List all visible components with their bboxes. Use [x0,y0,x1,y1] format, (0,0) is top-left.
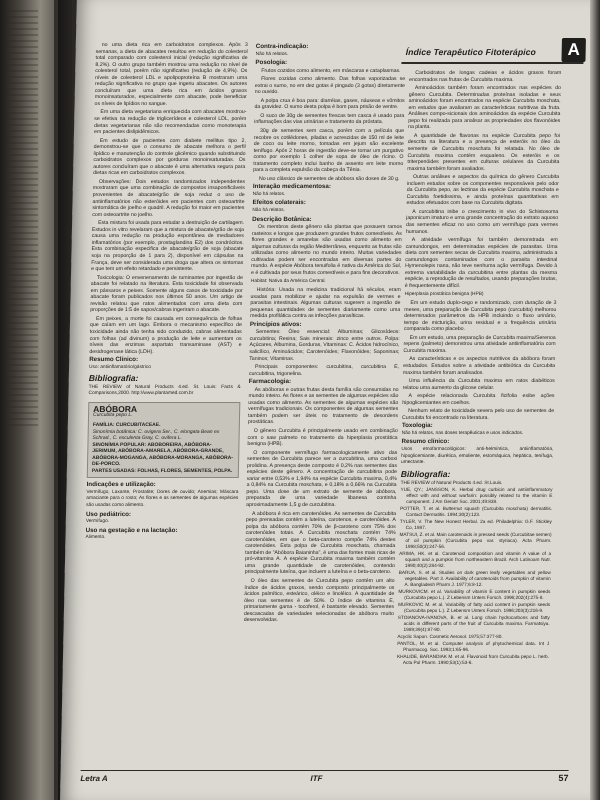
paragraph: Aminoácidos também foram encontrados nas espécies do gênero Curcubita. Determinadas proteínas isoladas e seus aminoácidos foram encontrados na espécie Curcubita moschata, em estudos que avaliaram as características nutritivas da fruta. Análises compo-sicionais dos aminoácidos da espécie Curcubita pepo foi realizada para analisar as propriedades dos flavonóides na planta. [408,85,561,131]
paragraph: A polpa crua é boa para: diarréias, gases, náuseas e vômitos da gravidez. O sumo desta polpa é bom para prisão de ventre. [254,97,405,111]
section-text: Não há relatos. [252,191,286,197]
facing-page [0,0,58,800]
paragraph: A curcubitina inibe o crescimento in vivo do Schistosoma japonicum imaturo e uma grande concentração do extrato aquoso das sementes eficaz no uso como um vermífugo para vermes humanos. [405,208,559,235]
plant-synonyms: Sinonímia botânica: C. ovigera Ser., C. elongata Bean ex Schrad., C. esculenta Gray, C. ovifera L. [92,428,220,442]
paragraph: História: Usada na medicina tradicional há séculos, eram usadas para mobilizar e ajudar na expulsão de vermes e parasitas intestinais. Algumas culturas sugerem a ingestão de pequenas quantidades de sementes diariamente como uma medida profilática contra as infecções parasíticas. [250,287,401,320]
section-text: Vermífugo. [85,519,110,525]
paragraph: Frutos cozidos como alimento, em máscaras e cataplasmas. [261,67,401,74]
section-text: Uso: antiinflamatório/gástrico [89,364,151,370]
reference: POTTER, T. et al. Butternut squash (Curcubita moschata) dermatitis. Contact Dermatitis. 1994;30(2):123. [400,506,553,518]
reference: TYLER, V. The New Honest Herbal. 2a ed. Philadelphia: G.F. Stickley Co, 1987. [399,519,552,531]
paragraph: Outras análises e aspectos da química do gênero Curcubita incluem estudos sobre os componentes responsáveis pelo odor da Curcubita pepo, as lectinas da espécie Curcubita moschata e Curcubita foetidissima, e ainda proteínas quantitativas em estudos efetuados com base na Curcubita digitata. [406,174,560,207]
section-heading: Descrição Botânica: [252,215,312,223]
section-text: Alimento. [85,535,106,541]
paragraph: O componente vermífugo farmacologicamente ativo das sementes de Curcubita parece ser a curcubitina, uma carboxi prolidina. A presença deste composto é 0,2% nas sementes das espécies deste gênero. A concentração de curcubitina pode variar entre 0,53% e 1,94% na espécie Curcubita maxima, 0,4% a 0,84% na Curcubita moschata, e 0,18% a 0,66% na Curcubita pepo. Uma dose de um extrato de semente de abóbora, preparada de uma variedade libanesa continha aproximadamente 1,5 g de curcubitina. [246,449,398,508]
bibliography-heading: Bibliografia: [400,468,451,479]
paragraph: O óleo das sementes de Curcubita pepo contém um alto índice de ácidos graxos, sendo composto principalmente os ácidos palmítico, esteárico, oléico e linoléico. A quantidade de óleo nas sementes é de 50%. O índice de vitamina E, primariamente gama - tocoferol, é bastante elevado. Sementes descascadas de variedades selecionadas de abóbora muito desenvolvidas. [243,578,395,624]
paragraph: Sementes: Óleo essencial: Albuminas; Glicosídeos: curcubitina; Resina; Sais minerais: zinco entre outros. Polpa: Açúcares, Albumina, Gorduras, Vitaminas: C. Ácidos hidrocínico, salicílico, Aminoácidos; Carotenóides; Flavonóides; Saponinas; Taninos; Vitaminas. [249,329,400,362]
column-2 [244,42,406,626]
section-heading: Efeitos colaterais: [252,199,306,207]
section-heading: Resumo Clínico: [89,356,139,364]
subsection-title: Hiperplasia prostática benigna (HPB) [404,291,484,297]
section-heading: Farmacologia: [248,378,292,386]
book-page [60,0,600,800]
column-3 [397,70,562,667]
section-heading: Indicações e utilização: [86,481,156,489]
paragraph: Em estudo de pacientes com diabete mellitus tipo 2, demonstrou-se que o consumo de abacate melhora o perfil lipídico e manutenção do controle glicêmico quando substituindo carboidratos complexos por gorduras monoinsaturadas. Os autores concluíram que o abacate é uma alternativa segura para dietas ricas em carboidratos complexos. [93,137,246,177]
paragraph: A quantidade de flavonas na espécie Curcubita pepo foi descrita na literatura e a presença de esteróis no óleo da semente de Curcubita moschata foi relatada. No óleo de Curcubita maxima contém esqualeno. Os esteróis e os triterpenóides presentes em culturas celulares da Curcubita maxima também foram avaliados. [407,132,560,172]
section-heading: Interação medicamentosa: [252,183,331,191]
paragraph: Em peixes, a morte foi causada em consequência de folhas que caíam em um lago. Embora o mecanismo específico de toxicidade ainda não tenha sido conduzido, cabras alimentadas com folhas (ad divinum) a produção de leite e aumentam os níveis das enzimas aspartato transaminase (AST) e desidrogenase lática (LDH). [89,315,243,355]
column-1 [85,42,248,544]
footer-book-label: ITF [310,774,323,783]
reference: PANTOL, M. et al. Computer analysis of phytochemical data. Int J Pharmacog. Soc. 1993;1:65-96. [397,641,550,653]
reference: KHALIDE, BARANDIAK M. et al. Flavonoid from Curcubita pepo L. herb. Acta Pol Pharm. 1990;53(1):53-6. [396,654,550,666]
paragraph: Toxicologia: O envenenamento de ruminantes por ingestão de abacate foi relatado na literatura. Esta toxicidade foi observada em pássaros e peixes. Somente alguns casos de toxicidade por abacate foram publicados nos últimos 50 anos. Um artigo de revisão relatou que ratos alimentados com uma dieta com proporções de 1:5 de sapos/cabras ingeriram o abacate. [90,274,244,314]
paragraph: Carboidratos de longas cadeias e ácidos graxos foram encontrados nas frutas de Curcubita maxima. [409,70,562,83]
plant-info-box [87,402,241,478]
paragraph: Uma influência da Curcubita maxima em ratos diabéticos relatou uma aumento da glicose celular. [402,378,555,391]
section-text: Não há relatos. [255,51,289,57]
footer-section-label: Letra A [80,774,108,783]
reference: BARUA, S. et al. Studies on dark green leafy vegetables and yellow vegetables. Part 3. Availability of carotenoids from pumpkin of vitamin A. Bangladesh Pharm J. 1977;6:8-12. [398,570,551,588]
paragraph: A abóbora é rica em carotenóides. As sementes de Curcubita pepo prensadas contém a luteína, carotenos, e carotenóides. A polpa da abóbora contém 70% de β-caroteno com 75% dos carotenóides totais. A Curcubita moschata contém 74% carotenóides, em que o beta-caroteno compõe 74% destes carotenóides. Esta polpa de Curcubita moschata, chamada também de "Abóbora Baianinha", é uma das fontes mais ricas de pró-vitamina A. A espécie Curcubita maxima também contém uma grande quantidade de carotenóides, contendo principalmente luteína, que incluem a luteína e o beta-caroteno. [244,510,397,576]
reference: MURKOVIC M. et al. Variability of fatty acid content in pumpkin seeds (Curcubita pepo L.). Z Lebensm Unters Forsch. 1996;203(3):216-9. [398,602,551,614]
reference: MURKOVICM. et al. Variability of vitamin E content in pumpkin seeds (Curcubita pepo L.). Z Lebensm Unters Forsch. 1996;202(4):275-8. [398,589,551,601]
plant-name: ABÓBORA [93,403,138,414]
paragraph: Em um estudo duplo-cego e randomizado, com duração de 3 meses, uma preparação de Curcubita pepo (curcubita) melhorou determinados parâmetros da HPB incluindo o fluxo urinário, tempo de micturição, urina residual e a frequência urinária comparada como placebo. [403,300,557,333]
paragraph: Observações: Dois estudos randomizados independentes mostraram que uma combinação de compostos insaponificáveis provenientes de abacate/grão de soja reduz o uso de antiinflamatórios não esteróides em pacientes com osteoartrite sintomática de joelho e quadril. A redução foi maior em pacientes com osteoartrite no joelho. [92,178,246,218]
section-text: Não há relatos, nas doses terapêuticas e usos indicados. [401,430,524,436]
paragraph: As características e os aspectos nutritivos da abóbora foram estudados. Estudos sobre a atividade antibiótica da Curcubita maxima também foram analisados. [402,356,556,376]
header-rule [401,62,583,64]
paragraph: Os membros deste gênero são plantas que possuem ramos rasteiros e longos que produzem grandes frutos comestíveis. As flores grandes e amarelas são usadas como alimento em algumas culturas da região Mediterrânea, enquanto as frutas são utilizadas como alimento no mundo inteiro. Muitas variedades cultivadas podem ser encontradas em diversas partes do mundo. A espécie Abóbora tenuifolia é nativa da América do Sul, e é cultivada por seus frutos comestíveis e para fins decorativos. [250,224,403,276]
section-text: Usos etnofarmacológicos: anti-helmíntica, antiinflamatória, hipoglicemiante, diurética, emoliente, estomáquica, hepática, tenífuga, umectante. [401,446,554,466]
section-text: Vermífugo, Laxante, Prostatite; Dores de ouvido; Anemias; Máscara amaciante para o rosto; As flores e as sementes de algumas espécies são usadas como alimento. [86,489,239,508]
section-text: Não há relatos. [252,208,285,214]
paragraph: 30g de sementes sem casca, porém com a película que recobre os cotilédones, piladas e acrescidas de 150 ml de leite de coco ou leite morno, tomadas em jejum são excelente tenífugo. Após 2 horas de ingestão deve-se tomar um purgativo como por exemplo 1 colher de sopa de óleo de rícino. O tratamento completo inclui banho de assento em leite morno para a completa expulsão da cabeça da Tênia. [253,128,405,174]
section-heading: Resumo clínico: [401,438,450,446]
reference: MATSUI, Z. et al. Main carotenoids in pressed seeds (Curcubitae semen) of oil pumpkin (Curcubita pepo var. styriaca). Acta Pharm. 1998;50(3):247-56. [399,532,552,550]
paragraph: O gênero Curcubita é principalmente usado em combinação com o saw palmeto no tratamento da hiperplasia prostática benigna (HPB). [247,427,398,448]
reference: ARIMA, HK. et al. Carotenoid composition and vitamin A value of a squash and a pumpkin from northeastern Brazil. Arch Latinoam Nutr. 1990;40(2):284-92. [399,551,552,569]
section-heading: Uso na gestação e na lactação: [85,526,178,534]
section-heading: Posologia: [255,59,288,67]
thumb-tab-letter: A [561,38,586,62]
reference: YUE, QY.; JANSSON, K. Herbal drug curbicin and antiinflammatory effect with and without warfarin: possibly related to the vitamin E component. J Am Geriatr Soc. 2001;49:838. [400,487,553,505]
paragraph: Flores cozidas como alimento. Das folhas vaporizadas se extrai o sumo, no em dez gotas é pingado (3 gotas) diretamente no ouvido. [254,76,406,96]
paragraph: No uso clássico de sementes de abóbora são doses de 30 g. [258,175,400,182]
plant-popular-names: SINONÍMIA POPULAR: ABOBOREIRA, ABÓBORA-JERIMUM, ABÓBORA-AMARELA, ABÓBORA-GRANDE, ABÓBORA-MOGANGA, ABÓBORA-MORANGA, ABÓBORA-DE-PORCO. [91,441,233,468]
plant-scientific-name: Curcubita pepo L. [92,412,133,419]
plant-used-parts: PARTES USADAS: FOLHAS, FLORES, SEMENTES, POLPA. [91,467,233,474]
paragraph: A atividade vermífuga foi também demonstrada em camundongos, em determinadas espécies de parasitas. Uma dieta com sementes secas de Curcubita maxima, administrada a camundongos contaminados com o parasita intestinal Hymenolepis nana, não teve nenhuma ação vermífuga. Devido à extrema variabilidade da curcubitina entre plantas da mesma espécie, a reprodução de resultados, usando preparações brutas, é frequentemente difícil. [404,237,558,289]
paragraph: no uma dieta rica em carboidratos complexos. Após 3 semanas, a dieta de abacates resultou em redução do colesterol total comparado com colesterol inicial (redução significativa de 8,2%). O outro grupo também mostrou uma redução no nível de colesterol total, porém não significativo (redução de 4,9%). Os níveis de colesterol LDL e apolipoproteína B mostraram uma redução significativa no grupo que ingeriu abacates. Os autores concluíram que uma dieta rica em ácidos graxos monoinsaturados, especialmente com abacate, pode beneficiar os níveis de lipídios no sangue. [94,42,248,107]
section-heading: Princípios ativos: [249,320,302,328]
paragraph: Esta mistura foi usada para estudar a destruição de cartilagem. Estudos in vitro revelaram que a mistura de abacate/grão de soja causa uma redução na produção espontânea de mediadores inflamatórios (por exemplo, prostaglandina E2) dos condrócitos. Esta combinação especifica de abacate/grão de soja (abacate soja na proporção de 1 para 2), disponível em cápsulas na França, deve ser considerada uma droga que altera os sintomas e que tem um efeito retardado e persistente. [91,220,245,273]
plant-family: FAMÍLIA: CURCUBITACEAE. [92,421,161,428]
running-header-title: Índice Terapêutico Fitoterápico [405,47,537,57]
paragraph: A espécie relacionada Curcubita ficifolia exibe ações hipoglicemiantes em coelhos. [402,393,555,406]
page-number: 57 [558,773,569,783]
footer-rule [81,770,569,771]
bibliography-text: THE REVIEW of Natural Products 4.ed. St. Louis: Facts & Comparisons,2000. http://www.plantamed.com.br [88,384,241,397]
section-heading: Toxologia: [401,422,433,430]
habitat-text: Habitat: Nativa da América Central. [250,278,326,284]
section-heading: Contra-indicação: [255,43,309,50]
reference: THE REVIEW of Natural Products 4.ed. St.Louis. [400,480,503,486]
section-heading: Uso pediátrico: [85,510,132,518]
paragraph: Principais componentes: curcubitina, curcubitina E, curcubitina, trigonelina. [248,364,400,377]
paragraph: As abóboras e outras frutas desta família são consumidas no mundo inteiro. As flores e as sementes de algumas espécies são usadas como alimento. As sementes de algumas espécies são vermífugas tradicionais. Os componentes de algumas sementes também podem ser úteis no tratamento de desordens prostáticas. [247,386,399,426]
paragraph: Em um estudo, uma preparação de Curcubita maxima/Serenoa repens (palmeto) demonstrou uma atividade antiinflamatória com Curcubita maxima. [403,334,556,354]
paragraph: Nenhum relato de toxicidade severa pelo uso de sementes de Curcubita foi encontrado na literatura. [401,408,555,421]
paragraph: O suco de 30g de sementes frescas tem casca é usado para inflamações das vias urinárias e tratamento da próstata. [254,112,405,126]
bibliography-heading: Bibliografia: [88,373,139,384]
reference: STOIANOVA-IVANOVA, B. et al. Long chain hydrocarbons and fatty acids in different parts of the fruit of Curcubita maxima. Farmatsiya. 1989;39(4):87-90. [397,615,550,633]
page-edge [590,0,600,800]
paragraph: Em uma dieta vegetariana enriquecida com abacates mostrou-se efetiva na redução de triglicerídeos e colesterol LDL, porém dietas vegetarianas não são recomendadas como monoterapia em pacientes dislipidêmicos. [93,109,247,136]
reference: Acyclic Sapon. Cosmetic Aerosol. 1975;57:377-80. [397,634,503,640]
